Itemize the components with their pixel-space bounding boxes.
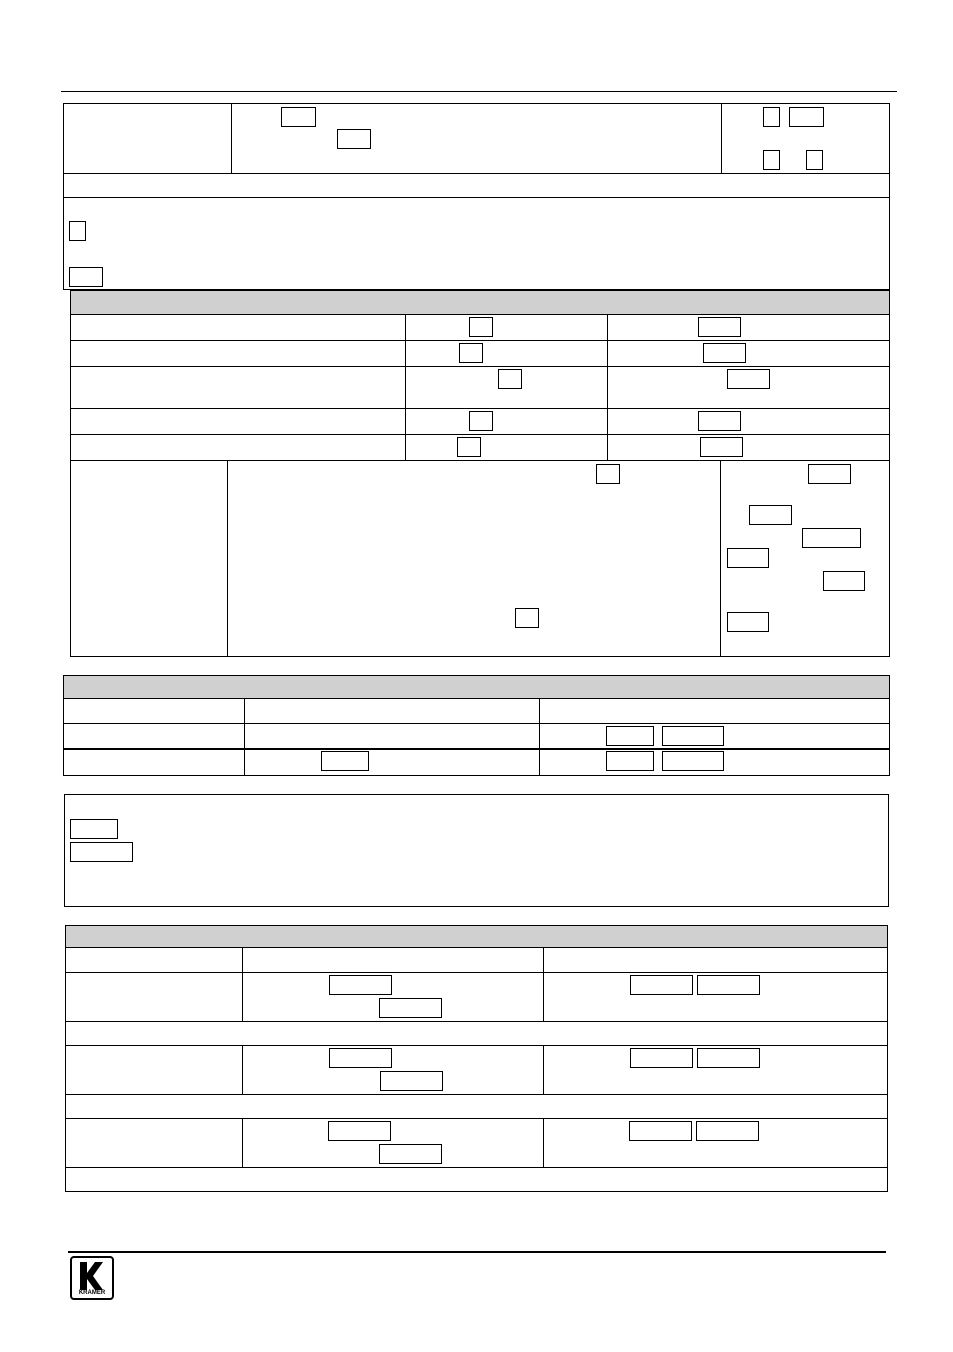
field-box (379, 998, 442, 1018)
header-rule (61, 91, 897, 92)
field-box (763, 150, 780, 170)
field-box (749, 505, 792, 525)
table-divider (65, 972, 888, 973)
field-box (727, 369, 770, 389)
field-box (808, 464, 851, 484)
field-box (329, 1048, 392, 1068)
field-box (329, 975, 392, 995)
field-box (281, 107, 316, 127)
field-box (606, 751, 654, 771)
table-divider (405, 315, 406, 461)
table-divider (63, 197, 890, 198)
field-box (700, 437, 743, 457)
field-box (469, 317, 493, 337)
table-header-row (71, 291, 889, 315)
field-box (697, 1048, 760, 1068)
field-box (606, 726, 654, 746)
table-divider (70, 408, 890, 409)
table-divider (70, 366, 890, 367)
table-divider (227, 460, 228, 657)
field-box (379, 1144, 442, 1164)
table-divider (63, 173, 890, 174)
field-box (823, 571, 865, 591)
field-box (380, 1071, 443, 1091)
table-divider (65, 1167, 888, 1168)
field-box (727, 548, 769, 568)
kramer-logo (70, 1256, 114, 1300)
field-box (469, 411, 493, 431)
kramer-k-icon (72, 1260, 112, 1292)
field-box (697, 975, 760, 995)
field-box (698, 317, 741, 337)
field-box (459, 343, 483, 363)
table-divider (543, 1045, 544, 1094)
table-divider (65, 1045, 888, 1046)
table-divider (70, 460, 890, 461)
table-divider (242, 1118, 243, 1167)
table-divider (65, 1094, 888, 1095)
table-divider (70, 434, 890, 435)
logo-text: KRAMER (78, 1290, 106, 1296)
field-box (515, 608, 539, 628)
field-box (69, 267, 103, 287)
table-header-row (64, 676, 889, 699)
field-box (698, 411, 741, 431)
table-divider (720, 460, 721, 657)
footer-rule (68, 1251, 886, 1253)
note-box (64, 794, 889, 907)
table-divider (70, 340, 890, 341)
field-box (662, 751, 724, 771)
field-box (69, 221, 86, 241)
field-box (630, 975, 693, 995)
field-box (337, 129, 371, 149)
table-divider (65, 1021, 888, 1022)
table-divider (63, 723, 890, 724)
field-box (630, 1048, 693, 1068)
field-box (498, 369, 522, 389)
table-divider (231, 103, 232, 173)
table-divider (721, 103, 722, 173)
table-divider (607, 315, 608, 461)
field-box (662, 726, 724, 746)
field-box (457, 437, 481, 457)
field-box (806, 150, 823, 170)
table-divider (242, 1045, 243, 1094)
field-box (70, 842, 133, 862)
table-divider (65, 1118, 888, 1119)
field-box (328, 1121, 391, 1141)
table-divider (242, 948, 243, 1021)
field-box (703, 343, 746, 363)
table-divider (539, 699, 540, 776)
field-box (696, 1121, 759, 1141)
table-divider (543, 948, 544, 1021)
field-box (596, 464, 620, 484)
table-divider (244, 699, 245, 776)
field-box (629, 1121, 692, 1141)
table-divider (63, 748, 890, 750)
field-box (321, 751, 369, 771)
field-box (802, 528, 861, 548)
table-header-row (66, 926, 887, 948)
field-box (763, 107, 780, 127)
field-box (70, 819, 118, 839)
command-table-4 (65, 925, 888, 1192)
table-divider (543, 1118, 544, 1167)
field-box (727, 612, 769, 632)
field-box (789, 107, 824, 127)
